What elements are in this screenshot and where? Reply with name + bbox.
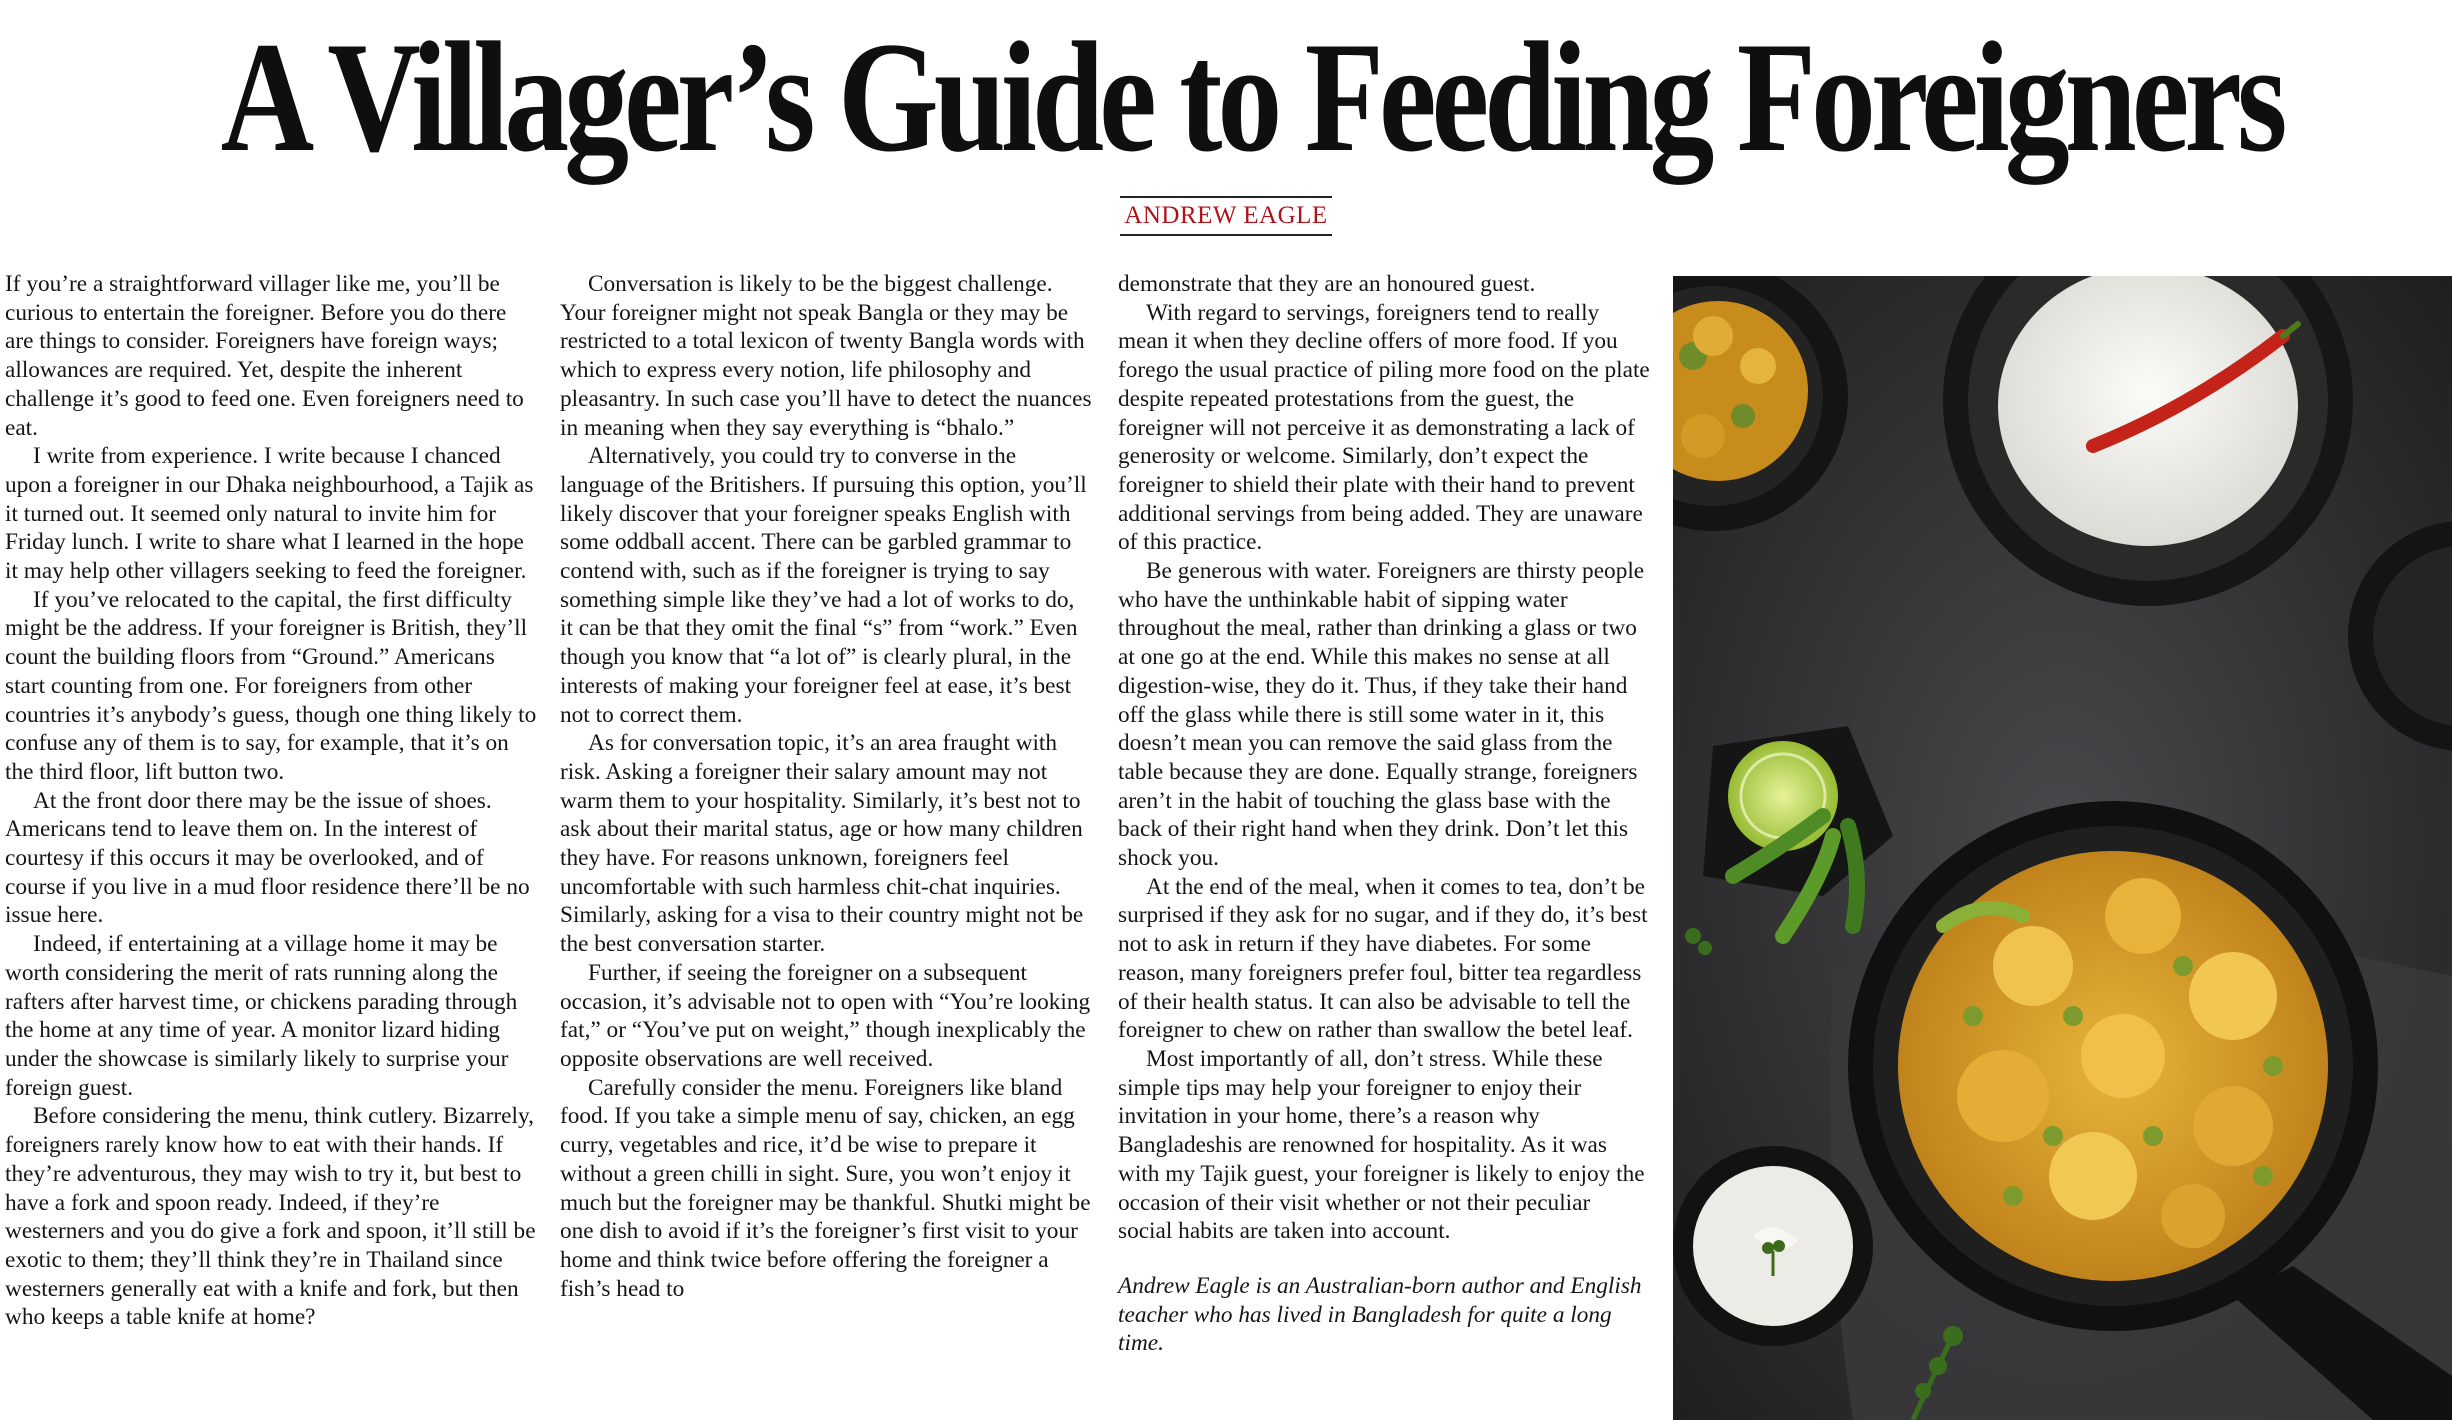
paragraph: Conversation is likely to be the biggest challenge. Your foreigner might not speak Bangla or they may be restricted to a total lexicon of twenty Bangla words with which to express every notion, life philosophy and pleasantry. In such case you’ll have to detect the nuances in meaning when they say everything is “bhalo.” [560,271,1092,441]
paragraph: At the front door there may be the issue of shoes. Americans tend to leave them on. In the interest of courtesy if this occurs it may be overlooked, and of course if you live in a mud floor residence there’ll be no issue here. [5,787,530,929]
lime-shape [1728,741,1838,851]
author-note: Andrew Eagle is an Australian-born author and English teacher who has lived in Bangladesh for quite a long time. [1118,1272,1642,1357]
paragraph: Further, if seeing the foreigner on a subsequent occasion, it’s advisable not to open with “You’re looking fat,” or “You’ve put on weight,” though inexplicably the opposite observations are well received. [560,959,1091,1072]
article-column-2 [560,270,1092,1303]
rice-shape [1998,276,2298,546]
paragraph: Most importantly of all, don’t stress. While these simple tips may help your foreigner to enjoy their invitation in your home, there’s a reason why Bangladeshis are renowned for hospitality. As it was with my Tajik guest, your foreigner is likely to enjoy the occasion of their visit whether or not their peculiar social habits are taken into account. [1118,1045,1645,1245]
byline-container [0,196,2452,236]
paragraph: As for conversation topic, it’s an area fraught with risk. Asking a foreigner their salary amount may not warm them to your hospitality. Similarly, it’s best not to ask about their marital status, age or how many children they have. For reasons unknown, foreigners feel uncomfortable with such harmless chit-chat inquiries. Similarly, asking for a visa to their country might not be the best conversation starter. [560,730,1084,958]
headline: A Villager’s Guide to Feeding Foreigners [220,10,2283,185]
paragraph: demonstrate that they are an honoured guest. [1118,271,1536,297]
article-column-1 [5,270,537,1332]
paragraph: Indeed, if entertaining at a village home it may be worth considering the merit of rats running along the rafters after harvest time, or chickens parading through the home at any time of year. A monitor lizard hiding under the showcase is similarly likely to surprise your foreign guest. [5,931,518,1101]
food-photo [1673,276,2452,1420]
paragraph: Alternatively, you could try to converse in the language of the Britishers. If pursuing this option, you’ll likely discover that your foreigner speaks English with some oddball accent. There can be garbled grammar to contend with, such as if the foreigner is trying to say something simple like they’ve had a lot of works to do, it can be that they omit the final “s” from “work.” Even though you know that “a lot of” is clearly plural, in the interests of making your foreigner feel at ease, it’s best not to correct them. [560,443,1087,728]
paragraph: If you’ve relocated to the capital, the first difficulty might be the address. If your foreigner is British, they’ll count the building floors from “Ground.” Americans start counting from one. For foreigners from other countries it’s anybody’s guess, though one thing likely to confuse any of them is to say, for example, that it’s on the third floor, lift button two. [5,586,537,785]
paragraph: Before considering the menu, think cutlery. Bizarrely, foreigners rarely know how to eat with their hands. If they’re adventurous, they may wish to try it, but best to have a fork and spoon ready. Indeed, if they’re westerners and you do give a fork and spoon, it’ll still be exotic to them; they’ll think they’re in Thailand since westerners generally eat with a knife and fork, but then who keeps a table knife at home? [5,1103,536,1331]
paragraph: At the end of the meal, when it comes to tea, don’t be surprised if they ask for no sugar, and if they do, it’s best not to ask in return if they have diabetes. For some reason, many foreigners prefer foul, bitter tea regardless of their health status. It can also be advisable to tell the foreigner to chew on rather than swallow the betel leaf. [1118,873,1648,1044]
article-column-3 [1118,270,1650,1358]
byline: ANDREW EAGLE [1120,196,1331,236]
paragraph: Carefully consider the menu. Foreigners like bland food. If you take a simple menu of say, chicken, an egg curry, vegetables and rice, it’d be wise to prepare it without a green chilli in sight. Sure, you won’t enjoy it much but the foreigner may be thankful. Shutki might be one dish to avoid if it’s the foreigner’s first visit to your home and think twice before offering the foreigner a fish’s head to [560,1074,1091,1302]
paragraph: With regard to servings, foreigners tend to really mean it when they decline offers of more food. If you forego the usual practice of piling more food on the plate despite repeated protestations from the guest, the foreigner will not perceive it as demonstrating a lack of generosity or welcome. Similarly, don’t expect the foreigner to shield their plate with their hand to prevent additional servings from being added. They are unaware of this practice. [1118,299,1650,556]
paragraph: Be generous with water. Foreigners are thirsty people who have the unthinkable habit of sipping water throughout the meal, rather than drinking a glass or two at one go at the end. While this makes no sense at all digestion-wise, they do it. Thus, if they take their hand off the glass while there is still some water in it, this doesn’t mean you can remove the said glass from the table because they are done. Equally strange, foreigners aren’t in the habit of touching the glass base with the back of their right hand when they drink. Don’t let this shock you. [1118,558,1645,872]
paragraph: If you’re a straightforward villager like me, you’ll be curious to entertain the foreigner. Before you do there are things to consider. Foreigners have foreign ways; allowances are required. Yet, despite the inherent challenge it’s good to feed one. Even foreigners need to eat. [5,271,524,441]
paragraph: I write from experience. I write because I chanced upon a foreigner in our Dhaka neighbourhood, a Tajik as it turned out. It seemed only natural to invite him for Friday lunch. I write to share what I learned in the hope it may help other villagers seeking to feed the foreigner. [5,443,534,585]
food-illustration [1673,276,2452,1420]
